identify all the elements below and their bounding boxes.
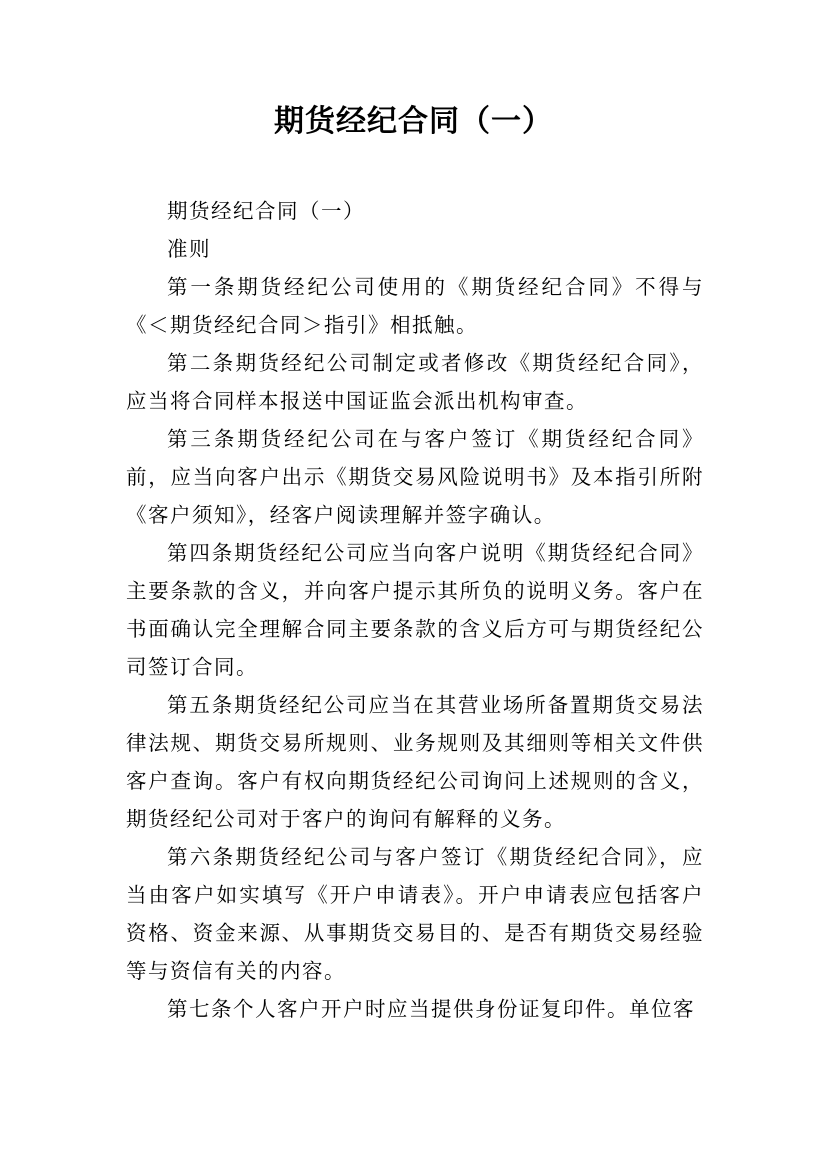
paragraph-article-7: 第七条个人客户开户时应当提供身份证复印件。单位客 <box>167 997 695 1021</box>
paragraph-subtitle: 期货经纪合同（一） <box>167 199 365 223</box>
paragraph-heading-principles: 准则 <box>167 237 211 261</box>
paragraph-article-3: 第三条期货经纪公司在与客户签订《期货经纪合同》前，应当向客户出示《期货交易风险说明书》及本指引所附《客户须知》，经客户阅读理解并签字确认。 <box>126 427 704 527</box>
paragraph-article-2: 第二条期货经纪公司制定或者修改《期货经纪合同》，应当将合同样本报送中国证监会派出机构审查。 <box>126 351 704 413</box>
paragraph-article-4: 第四条期货经纪公司应当向客户说明《期货经纪合同》主要条款的含义，并向客户提示其所负的说明义务。客户在书面确认完全理解合同主要条款的含义后方可与期货经纪公司签订合同。 <box>126 541 704 679</box>
paragraph-article-6: 第六条期货经纪公司与客户签订《期货经纪合同》，应当由客户如实填写《开户申请表》。开户申请表应包括客户资格、资金来源、从事期货交易目的、是否有期货交易经验等与资信有关的内容。 <box>126 845 704 983</box>
document-title: 期货经纪合同（一） <box>274 104 553 139</box>
paragraph-article-1: 第一条期货经纪公司使用的《期货经纪合同》不得与《＜期货经纪合同＞指引》相抵触。 <box>126 275 704 337</box>
paragraph-article-5: 第五条期货经纪公司应当在其营业场所备置期货交易法律法规、期货交易所规则、业务规则及其细则等相关文件供客户查询。客户有权向期货经纪公司询问上述规则的含义，期货经纪公司对于客户的询问有解释的义务。 <box>126 693 704 831</box>
document-body <box>126 192 704 1028</box>
